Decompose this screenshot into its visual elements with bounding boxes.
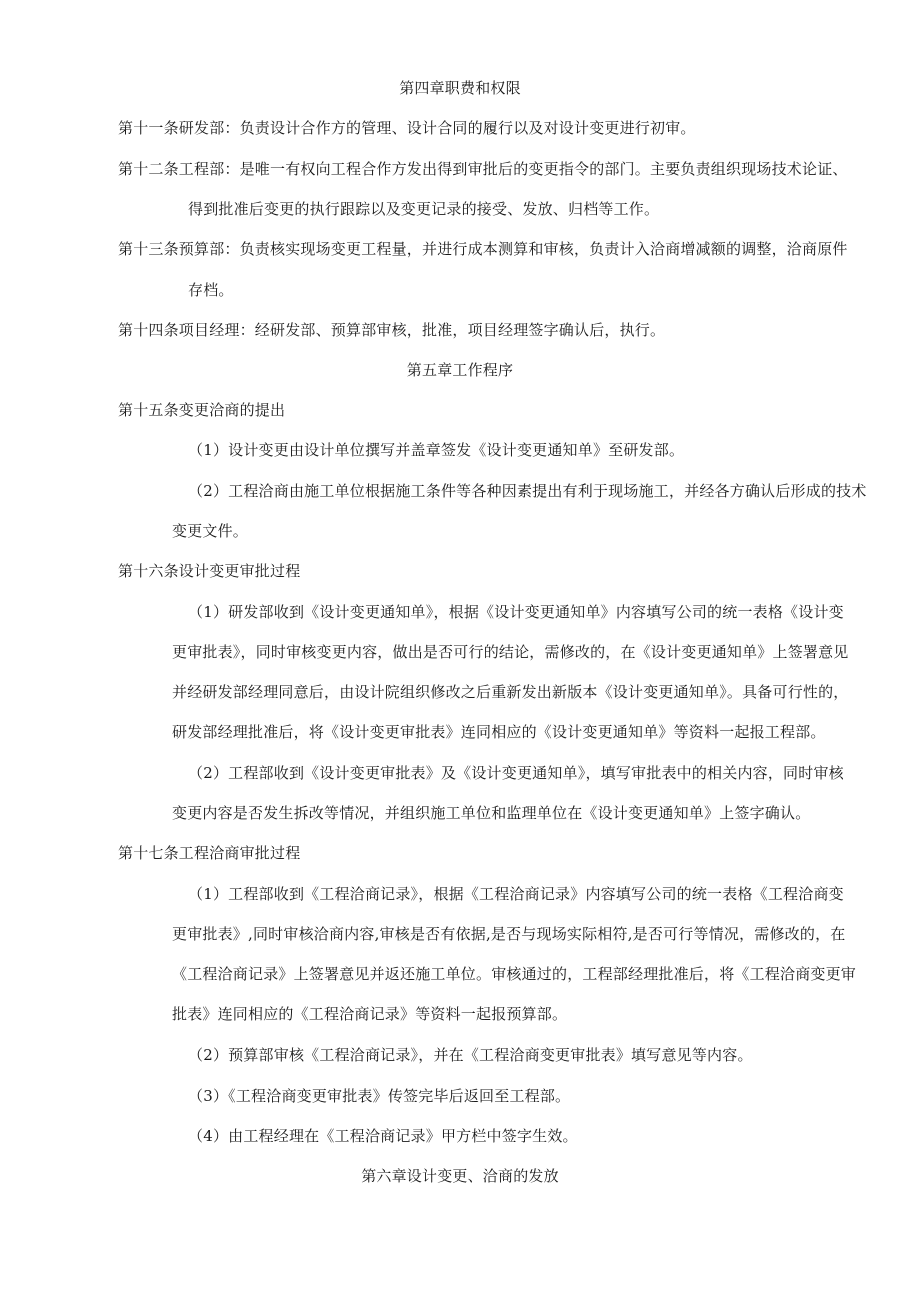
chapter-5-title: 第五章工作程序 <box>406 361 514 379</box>
article-15-title: 第十五条变更洽商的提出 <box>118 401 286 419</box>
article-17-item-2: （2）预算部审核《工程洽商记录》，并在《工程洽商变更审批表》填写意见等内容。 <box>188 1046 753 1064</box>
article-17-item-1-line-3: 《工程洽商记录》上签署意见并返还施工单位。审核通过的，工程部经理批准后，将《工程洽商变更审 <box>172 965 857 983</box>
article-16-item-1-line-1: （1）研发部收到《设计变更通知单》，根据《设计变更通知单》内容填写公司的统一表格《设计变 <box>188 603 844 621</box>
article-12-line-2: 得到批准后变更的执行跟踪以及变更记录的接受、发放、归档等工作。 <box>188 200 660 218</box>
article-17-item-4: （4）由工程经理在《工程洽商记录》甲方栏中签字生效。 <box>188 1127 578 1145</box>
article-16-item-2-line-1: （2）工程部收到《设计变更审批表》及《设计变更通知单》，填写审批表中的相关内容，同时审核 <box>188 764 844 782</box>
article-15-item-1: （1）设计变更由设计单位撰写并盖章签发《设计变更通知单》至研发部。 <box>188 441 685 459</box>
article-17-item-3: （3）《工程洽商变更审批表》传签完毕后返回至工程部。 <box>188 1087 571 1105</box>
article-15-item-2-line-1: （2）工程洽商由施工单位根据施工条件等各种因素提出有利于现场施工，并经各方确认后形成的技术 <box>188 482 867 500</box>
article-13-line-2: 存档。 <box>188 281 234 299</box>
article-16-item-1-line-4: 研发部经理批准后，将《设计变更审批表》连同相应的《设计变更通知单》等资料一起报工程部。 <box>172 723 826 741</box>
article-16-item-2-line-2: 变更内容是否发生拆改等情况，并组织施工单位和监理单位在《设计变更通知单》上签字确认。 <box>172 804 811 822</box>
article-17-title: 第十七条工程洽商审批过程 <box>118 844 301 862</box>
article-14: 第十四条项目经理：经研发部、预算部审核，批准，项目经理签字确认后，执行。 <box>118 321 666 339</box>
article-15-item-2-line-2: 变更文件。 <box>172 522 249 540</box>
chapter-6-title: 第六章设计变更、洽商的发放 <box>361 1167 559 1185</box>
article-12-line-1: 第十二条工程部：是唯一有权向工程合作方发出得到审批后的变更指令的部门。主要负责组织现场技术论证、 <box>118 160 848 178</box>
article-17-item-1-line-4: 批表》连同相应的《工程洽商记录》等资料一起报预算部。 <box>172 1005 568 1023</box>
article-13-line-1: 第十三条预算部：负责核实现场变更工程量，并进行成本测算和审核，负责计入洽商增减额的调整，洽商原件 <box>118 240 848 258</box>
chapter-4-title: 第四章职费和权限 <box>399 79 521 97</box>
article-11: 第十一条研发部：负责设计合作方的管理、设计合同的履行以及对设计变更进行初审。 <box>118 119 696 137</box>
article-17-item-1-line-1: （1）工程部收到《工程洽商记录》，根据《工程洽商记录》内容填写公司的统一表格《工程洽商变 <box>188 885 844 903</box>
article-16-item-1-line-2: 更审批表》，同时审核变更内容，做出是否可行的结论，需修改的，在《设计变更通知单》上签署意见 <box>172 643 849 661</box>
article-17-item-1-line-2: 更审批表》,同时审核洽商内容,审核是否有依据,是否与现场实际相符,是否可行等情况，需修改的，在 <box>172 925 846 943</box>
article-16-title: 第十六条设计变更审批过程 <box>118 562 301 580</box>
article-16-item-1-line-3: 并经研发部经理同意后，由设计院组织修改之后重新发出新版本《设计变更通知单》。具备可行性的， <box>172 683 849 701</box>
